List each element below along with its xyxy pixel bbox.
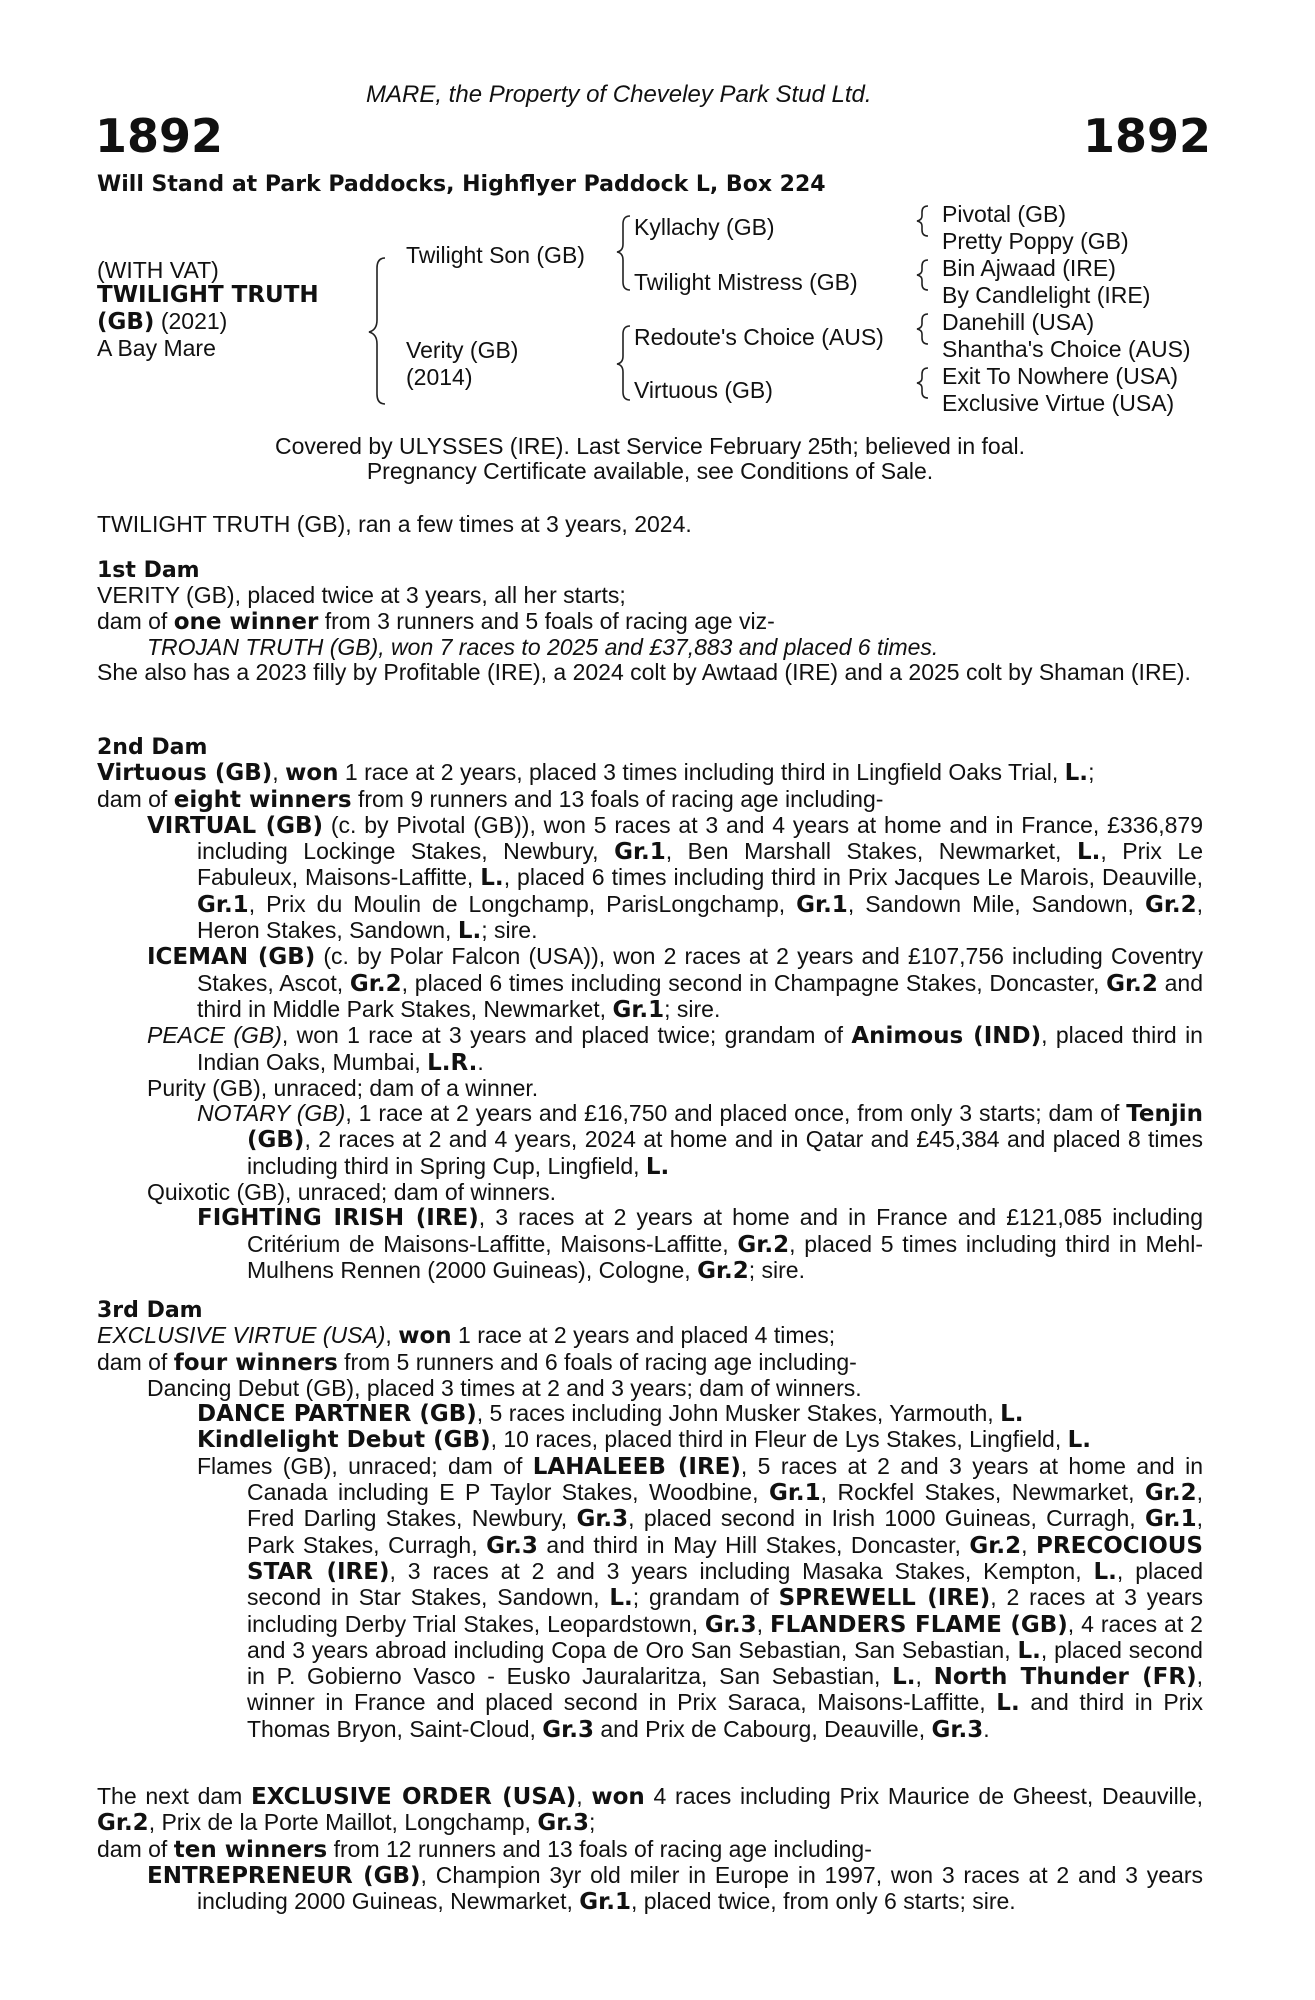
progeny-fighting-irish: FIGHTING IRISH (IRE), 3 races at 2 years at home and in France and £121,085 including Critérium de Maisons-Laffitte, Maisons-Laffitte, Gr.2, placed 5 times including third in Mehl-Mulhens Rennen (2000 Guineas), Cologne, Gr.2; sire. [197, 1204, 1203, 1284]
second-dam-heading: 2nd Dam [97, 735, 208, 760]
next-dam-section [97, 1784, 1203, 1915]
progeny-flames: Flames (GB), unraced; dam of LAHALEEB (IRE), 5 races at 2 and 3 years at home and in Canada including E P Taylor Stakes, Woodbine, Gr.1, Rockfel Stakes, Newmarket, Gr.2, Fred Darling Stakes, Newbury, Gr.3, placed second in Irish 1000 Guineas, Curragh, Gr.1, Park Stakes, Curragh, Gr.3 and third in May Hill Stakes, Doncaster, Gr.2, PRECOCIOUS STAR (IRE), 3 races at 2 and 3 years including Masaka Stakes, Kempton, L., placed second in Star Stakes, Sandown, L.; grandam of SPREWELL (IRE), 2 races at 3 years including Derby Trial Stakes, Leopardstown, Gr.3, FLANDERS FLAME (GB), 4 races at 2 and 3 years abroad including Copa de Oro San Sebastian, San Sebastian, L., placed second in P. Gobierno Vasco - Eusko Jauralaritza, San Sebastian, L., North Thunder (FR), winner in France and placed second in Prix Saraca, Maisons-Laffitte, L. and third in Prix Thomas Bryon, Saint-Cloud, Gr.3 and Prix de Cabourg, Deauville, Gr.3. [197, 1452, 1204, 1743]
first-dam-other-foals: She also has a 2023 filly by Profitable (IRE), a 2024 colt by Awtaad (IRE) and a 2025 colt by Shaman (IRE). [97, 659, 1191, 686]
location-line: Will Stand at Park Paddocks, Highflyer Paddock L, Box 224 [97, 172, 826, 197]
third-dam-heading: 3rd Dam [97, 1298, 203, 1323]
grandsire-8: Exclusive Virtue (USA) [942, 390, 1175, 416]
lot-number-left: 1892 [95, 109, 224, 163]
first-dam-section [97, 558, 1203, 685]
dam-sire: Redoute's Choice (AUS) [634, 324, 884, 350]
progeny-notary: NOTARY (GB), 1 race at 2 years and £16,750 and placed once, from only 3 starts; dam of Tenjin (GB), 2 races at 2 and 4 years, 2024 at home and in Qatar and £45,384 and placed 8 times including third in Spring Cup, Lingfield, L. [197, 1100, 1203, 1180]
grandsire-3: Bin Ajwaad (IRE) [942, 255, 1116, 281]
horse-origin: (GB) [97, 309, 155, 335]
dam-dam: Virtuous (GB) [634, 377, 773, 403]
progeny-dance-partner: DANCE PARTNER (GB), 5 races including John Musker Stakes, Yarmouth, L. [197, 1400, 1024, 1428]
race-record: TWILIGHT TRUTH (GB), ran a few times at 3 years, 2024. [97, 511, 692, 537]
progeny-virtual: VIRTUAL (GB) (c. by Pivotal (GB)), won 5 races at 3 and 4 years at home and in France, £336,879 including Lockinge Stakes, Newbury, Gr.1, Ben Marshall Stakes, Newmarket, L., Prix Le Fabuleux, Maisons-Laffitte, L., placed 6 times including third in Prix Jacques Le Marois, Deauville, Gr.1, Prix du Moulin de Longchamp, ParisLongchamp, Gr.1, Sandown Mile, Sandown, Gr.2, Heron Stakes, Sandown, L.; sire. [147, 811, 1204, 945]
horse-year: (2021) [160, 308, 228, 334]
progeny-peace: PEACE (GB), won 1 race at 3 years and placed twice; grandam of Animous (IND), placed third in Indian Oaks, Mumbai, L.R.. [147, 1022, 1203, 1076]
progeny-dancing-debut: Dancing Debut (GB), placed 3 times at 2 and 3 years; dam of winners. [147, 1374, 862, 1401]
first-dam-line-1: VERITY (GB), placed twice at 3 years, all her starts; [97, 582, 626, 609]
first-dam-line-2: dam of one winner from 3 runners and 5 foals of racing age viz- [97, 607, 775, 635]
progeny-quixotic: Quixotic (GB), unraced; dam of winners. [147, 1179, 557, 1206]
grandsire-1: Pivotal (GB) [942, 201, 1066, 227]
second-dam-line-1: Virtuous (GB), won 1 race at 2 years, placed 3 times including third in Lingfield Oaks Trial, L.; [97, 759, 1095, 787]
dam: Verity (GB) [406, 337, 519, 363]
third-dam-line-2: dam of four winners from 5 runners and 6 foals of racing age including- [97, 1348, 857, 1376]
progeny-iceman: ICEMAN (GB) (c. by Polar Falcon (USA)), won 2 races at 2 years and £107,756 including Coventry Stakes, Ascot, Gr.2, placed 6 times including second in Champagne Stakes, Doncaster, Gr.2 and third in Middle Park Stakes, Newmarket, Gr.1; sire. [147, 943, 1204, 1023]
sire-dam: Twilight Mistress (GB) [634, 269, 858, 295]
next-dam-line-1: The next dam EXCLUSIVE ORDER (USA), won 4 races including Prix Maurice de Gheest, Deauville, Gr.2, Prix de la Porte Maillot, Longchamp, Gr.3; [97, 1783, 1203, 1837]
grandsire-4: By Candlelight (IRE) [942, 282, 1151, 308]
next-dam-line-2: dam of ten winners from 12 runners and 13 foals of racing age including- [97, 1835, 872, 1863]
sire-sire: Kyllachy (GB) [634, 214, 775, 240]
covered-line-1: Covered by ULYSSES (IRE). Last Service February 25th; believed in foal. [275, 433, 1025, 459]
covered-line-2: Pregnancy Certificate available, see Conditions of Sale. [366, 458, 934, 484]
lot-number-right: 1892 [1083, 109, 1212, 163]
sire: Twilight Son (GB) [406, 242, 585, 268]
progeny-purity: Purity (GB), unraced; dam of a winner. [147, 1074, 539, 1101]
third-dam-section [97, 1298, 1203, 1743]
grandsire-7: Exit To Nowhere (USA) [942, 363, 1179, 389]
grandsire-6: Shantha's Choice (AUS) [942, 336, 1191, 362]
property-line: MARE, the Property of Cheveley Park Stud Ltd. [366, 81, 872, 108]
dam-year: (2014) [406, 364, 473, 390]
horse-name: TWILIGHT TRUTH [97, 282, 319, 308]
grandsire-5: Danehill (USA) [942, 309, 1095, 335]
vat-label: (WITH VAT) [97, 257, 219, 283]
second-dam-line-2: dam of eight winners from 9 runners and 13 foals of racing age including- [97, 785, 884, 813]
first-dam-heading: 1st Dam [97, 558, 200, 583]
progeny-entrepreneur: ENTREPRENEUR (GB), Champion 3yr old miler in Europe in 1997, won 3 races at 2 and 3 years including 2000 Guineas, Newmarket, Gr.1, placed twice, from only 6 starts; sire. [147, 1861, 1204, 1916]
grandsire-2: Pretty Poppy (GB) [942, 228, 1129, 254]
progeny-kindlelight-debut: Kindlelight Debut (GB), 10 races, placed third in Fleur de Lys Stakes, Lingfield, L. [197, 1426, 1092, 1454]
first-dam-progeny: TROJAN TRUTH (GB), won 7 races to 2025 and £37,883 and placed 6 times. [147, 633, 939, 660]
horse-description: A Bay Mare [97, 335, 216, 361]
third-dam-line-1: EXCLUSIVE VIRTUE (USA), won 1 race at 2 years and placed 4 times; [97, 1322, 836, 1350]
second-dam-section [97, 735, 1203, 1284]
